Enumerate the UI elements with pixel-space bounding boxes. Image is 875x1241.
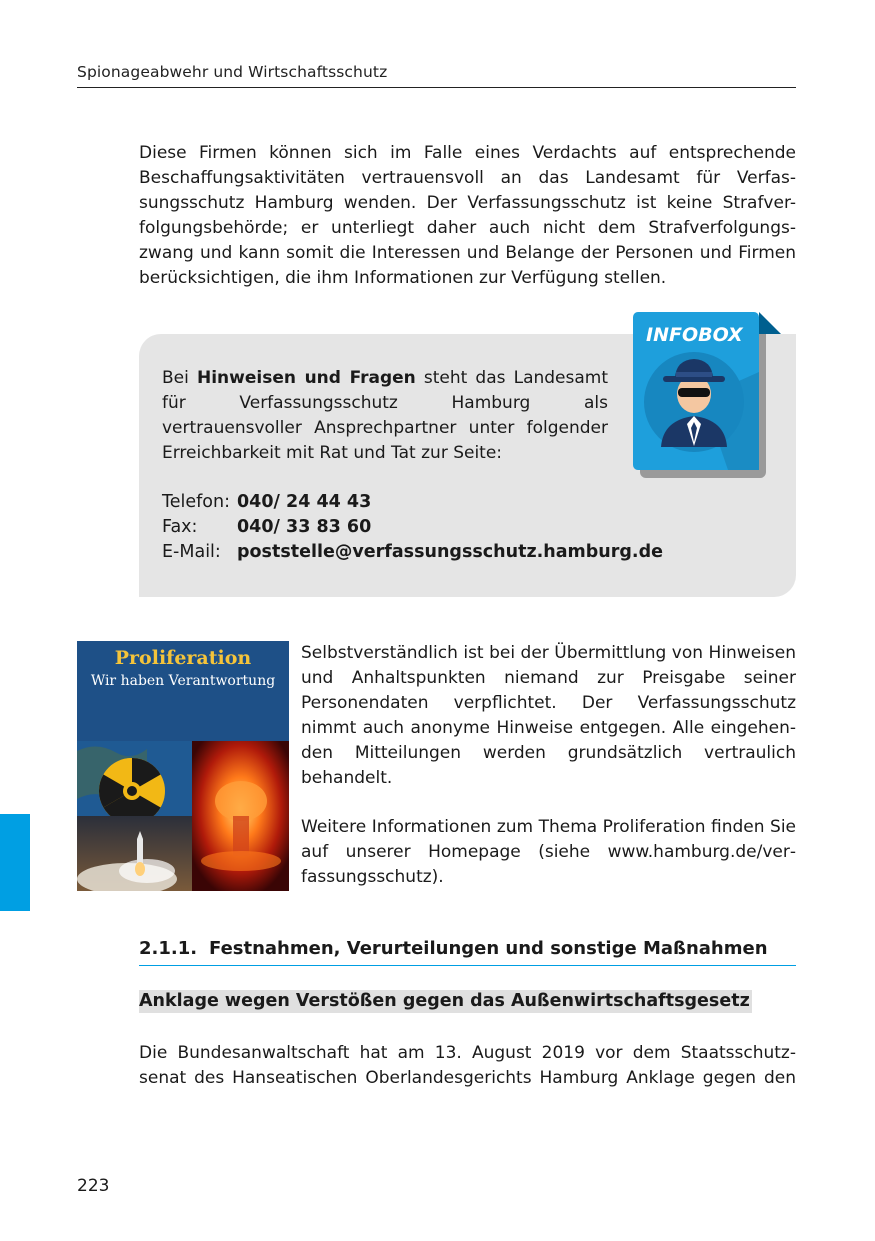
intro-line: folgungsbehörde; er unterliegt daher auch nicht dem Strafverfolgungs- <box>139 218 796 238</box>
infobox-text-rest: steht das Landesamt für Verfassungsschutz Hamburg als vertrauensvoller Ansprechpartner unter folgender Erreichbarkeit mit Rat und Tat zur Seite: <box>162 368 609 463</box>
contact-label: Telefon: <box>162 492 230 512</box>
proliferation-image <box>77 641 289 891</box>
badge-fold <box>759 312 781 334</box>
badge-label: INFOBOX <box>646 324 743 346</box>
contact-label: E-Mail: <box>162 542 221 562</box>
section-number: 2.1.1. <box>139 938 198 959</box>
intro-paragraph <box>139 141 796 291</box>
section-heading <box>139 938 796 966</box>
infobox-text <box>162 366 608 466</box>
subheading: Anklage wegen Verstößen gegen das Außenwirtschaftsgesetz <box>139 991 750 1011</box>
final-paragraph <box>139 1041 796 1091</box>
final-line: senat des Hanseatischen Oberlandesgerichts Hamburg Anklage gegen den <box>139 1068 796 1088</box>
intro-line: Diese Firmen können sich im Falle eines Verdachts auf entsprechende <box>139 143 796 163</box>
contact-list <box>162 490 663 565</box>
section-title: Festnahmen, Verurteilungen und sonstige Maßnahmen <box>209 938 768 959</box>
contact-fax <box>162 515 663 540</box>
infobox-text-bold: Hinweisen und Fragen <box>196 368 416 388</box>
contact-label: Fax: <box>162 517 198 537</box>
proliferation-collage <box>77 741 289 891</box>
side-paragraph-anonymity: Selbstverständlich ist bei der Übermittlung von Hinweisen und Anhaltspunkten niemand zur Preisgabe seiner Personendaten verpflichtet. Der Verfassungsschutz nimmt auch anonyme Hinweise entgegen. Alle eingehenden Mitteilungen werden grundsätzlich vertraulich behandelt. <box>301 643 796 788</box>
contact-email <box>162 540 663 565</box>
image-title: Proliferation <box>114 647 252 669</box>
infobox-badge <box>633 312 781 482</box>
contact-value: 040/ 24 44 43 <box>237 492 372 512</box>
contact-value[interactable]: poststelle@verfassungsschutz.hamburg.de <box>237 542 663 562</box>
page-number: 223 <box>77 1176 110 1196</box>
chapter-tab-marker <box>0 814 30 911</box>
contact-value: 040/ 33 83 60 <box>237 517 372 537</box>
infobox-text-prefix: Bei <box>162 368 189 388</box>
running-header: Spionageabwehr und Wirtschaftsschutz <box>77 63 796 88</box>
intro-line: Beschaffungsaktivitäten vertrauensvoll an das Landesamt für Verfas- <box>139 168 796 188</box>
radiation-icon <box>99 758 165 824</box>
intro-line: sungsschutz Hamburg wenden. Der Verfassungsschutz ist keine Strafver- <box>139 193 796 213</box>
intro-line: berücksichtigen, die ihm Informationen zur Verfügung stellen. <box>139 268 667 288</box>
image-subtitle: Wir haben Verantwortung <box>90 673 276 689</box>
intro-line: zwang und kann somit die Interessen und Belange der Personen und Firmen <box>139 243 796 263</box>
side-paragraph-homepage: Weitere Informationen zum Thema Proliferation finden Sie auf unserer Homepage (siehe www.hamburg.de/verfassungsschutz). <box>301 817 796 887</box>
contact-phone <box>162 490 663 515</box>
final-line: Die Bundesanwaltschaft hat am 13. August 2019 vor dem Staatsschutz- <box>139 1043 796 1063</box>
